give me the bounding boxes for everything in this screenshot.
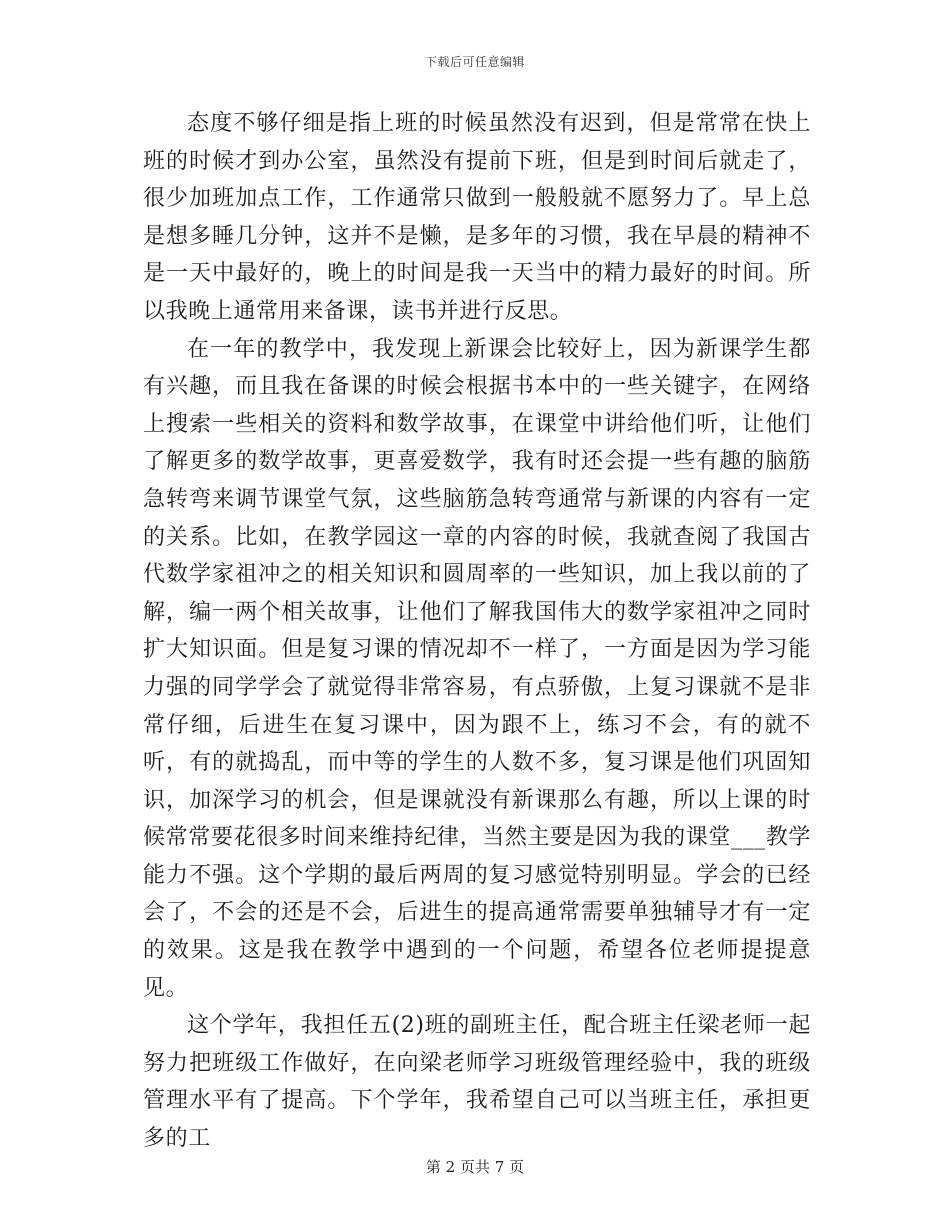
document-body bbox=[143, 105, 811, 1158]
page-header-note: 下载后可任意编辑 bbox=[424, 55, 525, 69]
paragraph-2: 在一年的教学中，我发现上新课会比较好上，因为新课学生都有兴趣，而且我在备课的时候会根据书本中的一些关键字，在网络上搜索一些相关的资料和数学故事，在课堂中讲给他们听，让他们了解更多的数学故事，更喜爱数学，我有时还会提一些有趣的脑筋急转弯来调节课堂气氛，这些脑筋急转弯通常与新课的内容有一定的关系。比如，在教学园这一章的内容的时候，我就查阅了我国古代数学家祖冲之的相关知识和圆周率的一些知识，加上我以前的了解，编一两个相关故事，让他们了解我国伟大的数学家祖冲之同时扩大知识面。但是复习课的情况却不一样了，一方面是因为学习能力强的同学学会了就觉得非常容易，有点骄傲，上复习课就不是非常仔细，后进生在复习课中，因为跟不上，练习不会，有的就不听，有的就捣乱，而中等的学生的人数不多，复习课是他们巩固知识，加深学习的机会，但是课就没有新课那么有趣，所以上课的时候常常要花很多时间来维持纪律，当然主要是因为我的课堂___教学能力不强。这个学期的最后两周的复习感觉特别明显。学会的已经会了，不会的还是不会，后进生的提高通常需要单独辅导才有一定的效果。这是我在教学中遇到的一个问题，希望各位老师提提意见。 bbox=[143, 336, 811, 1001]
paragraph-1: 态度不够仔细是指上班的时候虽然没有迟到，但是常常在快上班的时候才到办公室，虽然没有提前下班，但是到时间后就走了，很少加班加点工作，工作通常只做到一般般就不愿努力了。早上总是想多睡几分钟，这并不是懒，是多年的习惯，我在早晨的精神不是一天中最好的，晚上的时间是我一天当中的精力最好的时间。所以我晚上通常用来备课，读书并进行反思。 bbox=[143, 111, 811, 324]
paragraph-3: 这个学年，我担任五(2)班的副班主任，配合班主任梁老师一起努力把班级工作做好，在向梁老师学习班级管理经验中，我的班级管理水平有了提高。下个学年，我希望自己可以当班主任，承担更多的工 bbox=[143, 1013, 811, 1152]
page-number: 第 2 页共 7 页 bbox=[425, 1158, 525, 1176]
